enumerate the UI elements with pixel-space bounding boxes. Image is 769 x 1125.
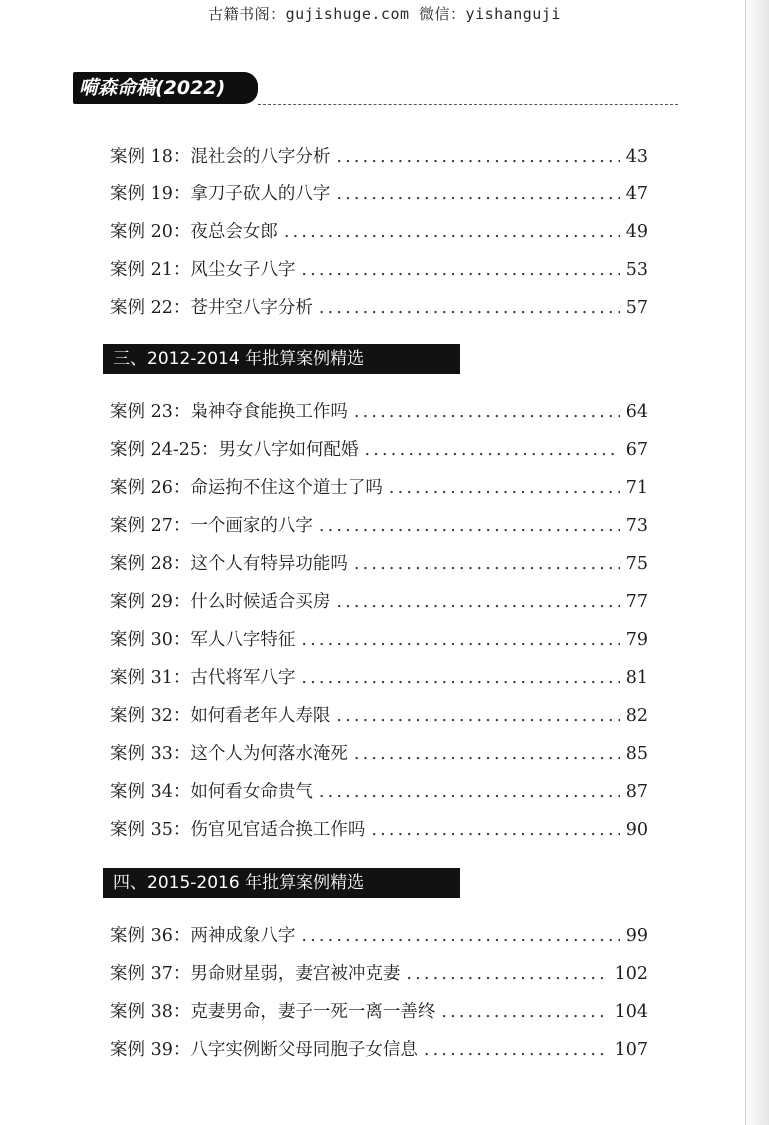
toc-entry-title: 案例 30：军人八字特征 — [110, 630, 296, 650]
toc-entry[interactable] — [110, 779, 648, 805]
toc-entry-title: 案例 32：如何看老年人寿限 — [110, 706, 331, 726]
toc-entry-title: 案例 27：一个画家的八字 — [110, 516, 313, 536]
toc-entry-title: 案例 19：拿刀子砍人的八字 — [110, 184, 331, 204]
toc-entry-page: 73 — [625, 516, 648, 536]
watermark-header: 古籍书阁：gujishuge.com 微信：yishanguji — [208, 5, 561, 23]
toc-entry[interactable] — [110, 181, 648, 207]
toc-entry-page: 43 — [625, 147, 648, 167]
toc-entry-title: 案例 28：这个人有特异功能吗 — [110, 554, 348, 574]
toc-entry[interactable] — [110, 923, 648, 949]
toc-entry-title: 案例 21：风尘女子八字 — [110, 260, 296, 280]
toc-entry[interactable] — [110, 589, 648, 615]
toc-entry[interactable] — [110, 399, 648, 425]
toc-leader-dots — [336, 703, 619, 729]
toc-entry[interactable] — [110, 741, 648, 767]
toc-leader-dots — [371, 817, 619, 843]
toc-entry-title: 案例 26：命运拘不住这个道士了吗 — [110, 478, 383, 498]
toc-leader-dots — [319, 295, 620, 321]
toc-entry[interactable] — [110, 627, 648, 653]
toc-entry-page: 81 — [625, 668, 648, 688]
toc-entry-title: 案例 34：如何看女命贵气 — [110, 782, 313, 802]
toc-leader-dots — [441, 999, 608, 1025]
toc-leader-dots — [354, 741, 620, 767]
toc-entry-title: 案例 24-25：男女八字如何配婚 — [110, 440, 359, 460]
toc-entry-title: 案例 31：古代将军八字 — [110, 668, 296, 688]
section-heading-3: 三、2012-2014 年批算案例精选 — [103, 344, 460, 374]
toc-leader-dots — [336, 181, 619, 207]
toc-entry[interactable] — [110, 295, 648, 321]
toc-entry-title: 案例 18：混社会的八字分析 — [110, 147, 331, 167]
toc-leader-dots — [319, 513, 620, 539]
toc-leader-dots — [365, 437, 620, 463]
toc-entry-title: 案例 23：枭神夺食能换工作吗 — [110, 402, 348, 422]
toc-entry-page: 85 — [625, 744, 648, 764]
toc-entry-page: 90 — [625, 820, 648, 840]
toc-entry-title: 案例 35：伤官见官适合换工作吗 — [110, 820, 366, 840]
toc-entry[interactable] — [110, 551, 648, 577]
toc-entry[interactable] — [110, 817, 648, 843]
section-heading-4: 四、2015-2016 年批算案例精选 — [103, 868, 460, 898]
toc-entry-page: 67 — [625, 440, 648, 460]
toc-leader-dots — [406, 961, 608, 987]
toc-entry-page: 47 — [625, 184, 648, 204]
toc-leader-dots — [301, 257, 619, 283]
toc-entry-page: 104 — [614, 1002, 648, 1022]
toc-entry-page: 102 — [614, 964, 648, 984]
toc-leader-dots — [301, 923, 619, 949]
toc-leader-dots — [301, 665, 619, 691]
toc-entry-page: 71 — [625, 478, 648, 498]
toc-entry-page: 79 — [625, 630, 648, 650]
toc-entry-title: 案例 33：这个人为何落水淹死 — [110, 744, 348, 764]
toc-entry-page: 75 — [625, 554, 648, 574]
toc-entry-page: 82 — [625, 706, 648, 726]
toc-entry[interactable] — [110, 513, 648, 539]
toc-leader-dots — [389, 475, 620, 501]
toc-entry[interactable] — [110, 703, 648, 729]
toc-entry[interactable] — [110, 219, 648, 245]
toc-entry[interactable] — [110, 999, 648, 1025]
toc-leader-dots — [301, 627, 619, 653]
toc-entry-page: 77 — [625, 592, 648, 612]
toc-entry-page: 49 — [625, 222, 648, 242]
toc-entry-title: 案例 36：两神成象八字 — [110, 926, 296, 946]
book-title-badge: 嗬森命稿(2022) — [73, 72, 258, 104]
toc-entry-page: 107 — [614, 1040, 648, 1060]
toc-entry[interactable] — [110, 475, 648, 501]
toc-entry-page: 53 — [625, 260, 648, 280]
toc-leader-dots — [424, 1037, 609, 1063]
toc-entry[interactable] — [110, 961, 648, 987]
toc-entry[interactable] — [110, 1037, 648, 1063]
toc-entry[interactable] — [110, 437, 648, 463]
toc-entry-page: 64 — [625, 402, 648, 422]
toc-entry[interactable] — [110, 665, 648, 691]
toc-entry[interactable] — [110, 144, 648, 170]
toc-leader-dots — [284, 219, 620, 245]
toc-leader-dots — [354, 551, 620, 577]
toc-leader-dots — [336, 144, 619, 170]
toc-entry-page: 87 — [625, 782, 648, 802]
toc-entry-title: 案例 22：苍井空八字分析 — [110, 298, 313, 318]
header-rule — [258, 104, 678, 105]
toc-entry-title: 案例 39：八字实例断父母同胞子女信息 — [110, 1040, 418, 1060]
toc-entry-page: 99 — [625, 926, 648, 946]
toc-leader-dots — [336, 589, 619, 615]
toc-entry-page: 57 — [625, 298, 648, 318]
toc-entry-title: 案例 29：什么时候适合买房 — [110, 592, 331, 612]
toc-leader-dots — [319, 779, 620, 805]
toc-entry-title: 案例 38：克妻男命，妻子一死一离一善终 — [110, 1002, 436, 1022]
page-edge-shadow — [743, 0, 769, 1125]
toc-entry-title: 案例 37：男命财星弱，妻宫被冲克妻 — [110, 964, 401, 984]
page-edge-line — [745, 0, 746, 1125]
toc-entry-title: 案例 20：夜总会女郎 — [110, 222, 278, 242]
toc-entry[interactable] — [110, 257, 648, 283]
toc-leader-dots — [354, 399, 620, 425]
